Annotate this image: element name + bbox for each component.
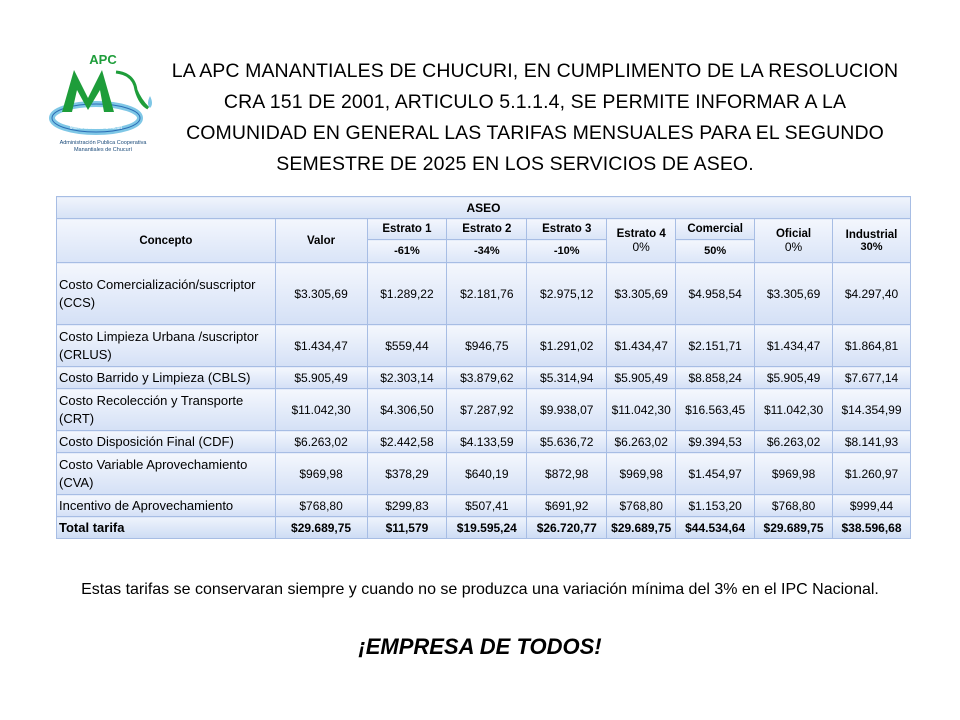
row-value: $5.905,49 [275,367,367,389]
row-value: $2.151,71 [676,325,755,367]
row-concept: Costo Limpieza Urbana /suscriptor (CRLUS) [57,325,276,367]
row-value: $969,98 [755,453,833,495]
row-value: $3.305,69 [755,263,833,325]
industrial-pct: 30% [860,240,883,253]
table-row [57,367,911,389]
footnote: Estas tarifas se conservaran siempre y cuando no se produzca una variación mínima del 3% en el IPC Nacional. [81,581,879,598]
row-value: $11.042,30 [275,389,367,431]
row-value: $768,80 [607,495,676,517]
apc-logo-graphic [44,50,162,140]
row-value: $1.153,20 [676,495,755,517]
comercial-header: Comercial [676,219,755,240]
table-title: ASEO [57,197,911,219]
tariff-rows [57,263,911,517]
estrato3-pct: -10% [527,240,607,263]
concept-header: Concepto [57,219,276,263]
row-value: $4.297,40 [833,263,911,325]
row-value: $2.442,58 [367,431,447,453]
valor-header: Valor [275,219,367,263]
row-value: $4.133,59 [447,431,527,453]
total-value: $29.689,75 [755,517,833,539]
row-value: $999,44 [833,495,911,517]
row-value: $9.938,07 [527,389,607,431]
estrato2-header: Estrato 2 [447,219,527,240]
row-value: $6.263,02 [275,431,367,453]
row-value: $1.434,47 [275,325,367,367]
row-value: $7.677,14 [833,367,911,389]
table-row [57,431,911,453]
row-value: $4.306,50 [367,389,447,431]
row-value: $559,44 [367,325,447,367]
heading-line-3: COMUNIDAD EN GENERAL LAS TARIFAS MENSUALES PARA EL SEGUNDO [186,122,884,144]
table-row [57,453,911,495]
table-row [57,389,911,431]
row-concept: Costo Variable Aprovechamiento (CVA) [57,453,276,495]
row-concept: Costo Recolección y Transporte (CRT) [57,389,276,431]
logo-ring-text: Manantiales de Chucurí [69,125,123,131]
row-value: $1.864,81 [833,325,911,367]
heading-line-2: CRA 151 DE 2001, ARTICULO 5.1.1.4, SE PERMITE INFORMAR A LA [223,91,847,113]
total-value: $11,579 [367,517,447,539]
row-concept: Costo Barrido y Limpieza (CBLS) [57,367,276,389]
row-value: $5.636,72 [527,431,607,453]
logo-swoosh [116,72,148,108]
announcement-heading [150,56,920,180]
total-value: $29.689,75 [275,517,367,539]
total-value: $38.596,68 [833,517,911,539]
logo-m-letter [62,70,114,112]
heading-line-4: SEMESTRE DE 2025 EN LOS SERVICIOS DE ASEO. [276,153,754,175]
total-value: $19.595,24 [447,517,527,539]
row-value: $5.314,94 [527,367,607,389]
row-value: $6.263,02 [607,431,676,453]
row-value: $9.394,53 [676,431,755,453]
row-value: $1.260,97 [833,453,911,495]
row-value: $11.042,30 [607,389,676,431]
comercial-pct: 50% [676,240,755,263]
row-value: $969,98 [275,453,367,495]
oficial-pct: 0% [784,239,803,254]
estrato1-pct: -61% [367,240,447,263]
row-value: $299,83 [367,495,447,517]
oficial-label: Oficial [775,227,812,240]
row-value: $1.289,22 [367,263,447,325]
table-row [57,495,911,517]
row-value: $3.305,69 [275,263,367,325]
row-value: $946,75 [447,325,527,367]
row-value: $507,41 [447,495,527,517]
total-value: $26.720,77 [527,517,607,539]
row-value: $14.354,99 [833,389,911,431]
row-value: $691,92 [527,495,607,517]
estrato2-pct: -34% [447,240,527,263]
row-value: $2.181,76 [447,263,527,325]
row-value: $3.879,62 [447,367,527,389]
total-row [57,517,911,539]
row-value: $11.042,30 [755,389,833,431]
row-concept: Costo Disposición Final (CDF) [57,431,276,453]
row-value: $5.905,49 [607,367,676,389]
row-value: $4.958,54 [676,263,755,325]
row-value: $2.303,14 [367,367,447,389]
logo-caption-line2: Manantiales de Chucurí [73,146,133,153]
oficial-header [755,219,833,263]
industrial-header [833,219,911,263]
estrato4-pct: 0% [632,239,650,254]
row-value: $7.287,92 [447,389,527,431]
aseo-tariff-table [56,196,911,539]
row-value: $3.305,69 [607,263,676,325]
logo-caption-line1: Administración Publica Cooperativa [59,140,147,146]
row-value: $5.905,49 [755,367,833,389]
row-concept: Costo Comercialización/suscriptor (CCS) [57,263,276,325]
row-concept: Incentivo de Aprovechamiento [57,495,276,517]
estrato1-header: Estrato 1 [367,219,447,240]
table-row [57,325,911,367]
row-value: $2.975,12 [527,263,607,325]
industrial-label: Industrial [845,228,898,241]
row-value: $8.858,24 [676,367,755,389]
heading-line-1: LA APC MANANTIALES DE CHUCURI, EN CUMPLIMENTO DE LA RESOLUCION [171,60,899,82]
total-label: Total tarifa [57,517,276,539]
row-value: $872,98 [527,453,607,495]
total-value: $44.534,64 [676,517,755,539]
row-value: $768,80 [755,495,833,517]
row-value: $1.454,97 [676,453,755,495]
total-value: $29.689,75 [607,517,676,539]
table-row [57,263,911,325]
estrato3-header: Estrato 3 [527,219,607,240]
row-value: $378,29 [367,453,447,495]
row-value: $8.141,93 [833,431,911,453]
row-value: $768,80 [275,495,367,517]
apc-logo [44,50,162,170]
row-value: $969,98 [607,453,676,495]
row-value: $1.434,47 [755,325,833,367]
row-value: $16.563,45 [676,389,755,431]
logo-caption [44,140,162,153]
logo-initials: APC [89,52,117,67]
row-value: $1.291,02 [527,325,607,367]
row-value: $1.434,47 [607,325,676,367]
estrato4-label: Estrato 4 [616,227,666,240]
row-value: $640,19 [447,453,527,495]
row-value: $6.263,02 [755,431,833,453]
slogan: ¡EMPRESA DE TODOS! [358,634,602,659]
estrato4-header [607,219,676,263]
